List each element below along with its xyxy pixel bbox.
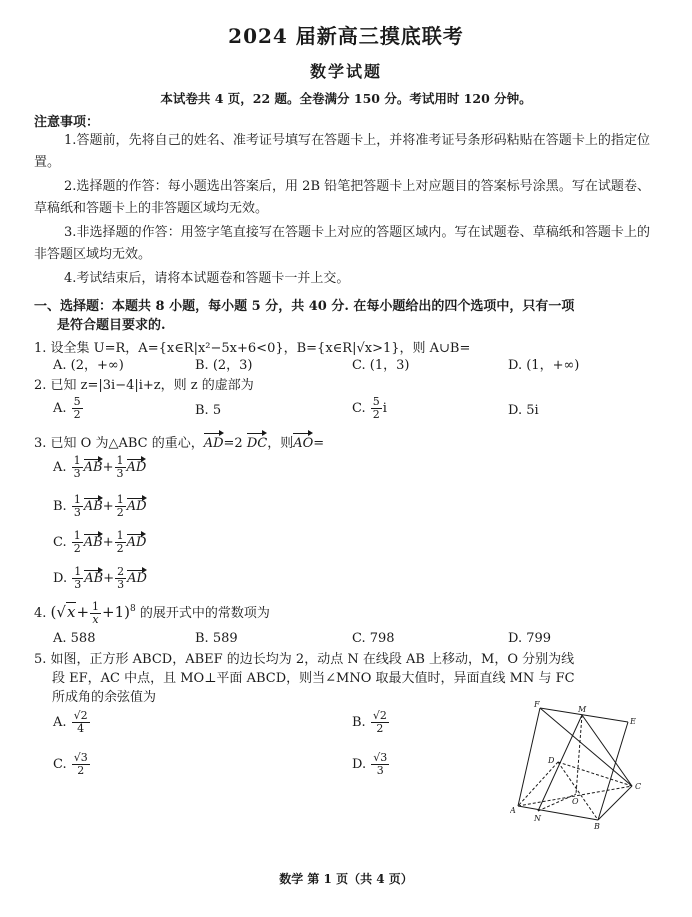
- q3-label-a: A.: [53, 460, 67, 475]
- q5-option-b: [352, 710, 390, 735]
- notice-item-3: 3.非选择题的作答：用签字笔直接写在答题卡上对应的答题区域内。写在试题卷、草稿纸和答题卡上的非答题区域均无效。: [34, 225, 650, 262]
- q2-label-d: D.: [508, 403, 523, 418]
- q5-b-denominator: 2: [376, 722, 384, 735]
- section-one-heading: [34, 297, 654, 335]
- q5-b-numerator: √2: [372, 709, 387, 722]
- q2-option-c: [352, 396, 387, 421]
- q3-label-c: C.: [53, 535, 67, 550]
- label-n: N: [534, 814, 541, 823]
- q3-vector-ao: AO: [293, 432, 313, 453]
- q2-label-b: B.: [195, 403, 209, 418]
- q3-b-plus: +: [102, 499, 114, 514]
- q2-a-numerator: 5: [73, 395, 81, 408]
- q3-a-num-2: 1: [116, 454, 124, 467]
- q1-option-c: C. (1，3): [352, 358, 410, 373]
- q4-sqrt: √x: [56, 603, 76, 621]
- q1-option-a: A. (2，+∞): [53, 358, 124, 373]
- label-o: O: [572, 797, 579, 806]
- q3-b-frac-2: [115, 494, 126, 519]
- q2-c-numerator: 5: [372, 395, 380, 408]
- q3-option-a: [53, 455, 146, 480]
- section-one-line-1: 一、选择题：本题共 8 小题，每小题 5 分，共 40 分. 在每小题给出的四个选项中，只有一项: [34, 299, 575, 314]
- q3-c-frac-1: [72, 530, 83, 555]
- q3-d-plus: +: [103, 571, 115, 586]
- q3-option-c: [53, 530, 146, 555]
- q2-d-value: 5i: [526, 403, 539, 418]
- q5-line-1: 5. 如图，正方形 ABCD，ABEF 的边长均为 2，动点 N 在线段 AB 上移动，M，O 分别为线: [34, 652, 575, 667]
- label-f: F: [534, 700, 540, 709]
- q3-b-den-2: 2: [116, 506, 124, 519]
- q3-vector-dc: DC: [247, 432, 267, 453]
- q3-a-den-2: 3: [116, 467, 124, 480]
- q3-option-b: [53, 494, 147, 519]
- q3-c-num-1: 1: [73, 529, 81, 542]
- q4-number: 4.: [34, 606, 47, 621]
- edge-no: [538, 794, 576, 811]
- exam-title: 2024 届新高三摸底联考: [228, 24, 464, 48]
- q5-b-fraction: [371, 710, 389, 735]
- q3-stem-pre: 3. 已知 O 为△ABC 的重心，: [34, 436, 204, 451]
- q3-stem-end: =: [313, 436, 325, 451]
- q3-vector-ad: AD: [204, 432, 224, 453]
- q3-b-num-2: 1: [116, 493, 124, 506]
- q2-c-denominator: 2: [372, 408, 380, 421]
- q4-option-a: A. 588: [53, 631, 96, 646]
- q2-a-denominator: 2: [73, 408, 81, 421]
- exam-subtitle: 数学试题: [309, 62, 382, 81]
- q3-c-num-2: 1: [116, 529, 124, 542]
- q3-a-num-1: 1: [73, 454, 81, 467]
- q4-stem: [34, 598, 654, 626]
- q3-label-b: B.: [53, 499, 67, 514]
- q3-c-frac-2: [115, 530, 126, 555]
- q2-a-fraction: [72, 396, 83, 421]
- q5-c-fraction: [72, 752, 90, 777]
- q5-option-a: [53, 710, 91, 735]
- label-b: B: [594, 822, 600, 830]
- q5-c-denominator: 2: [77, 764, 85, 777]
- edge-ab: [518, 806, 598, 820]
- q2-label-c: C.: [352, 401, 366, 416]
- page-footer: 数学 第 1 页（共 4 页）: [279, 872, 413, 886]
- section-one-line-2: 是符合题目要求的.: [57, 318, 166, 333]
- q4-stem-tail: 的展开式中的常数项为: [139, 606, 270, 621]
- q3-d-den-1: 3: [74, 578, 82, 591]
- q4-option-d: D. 799: [508, 631, 552, 646]
- q3-a-den-1: 3: [73, 467, 81, 480]
- q3-c-vector-ab: AB: [83, 535, 103, 550]
- q2-option-a: [53, 396, 84, 421]
- q5-label-c: C.: [53, 757, 67, 772]
- q3-b-vector-ab: AB: [83, 499, 103, 514]
- q5-a-denominator: 4: [77, 722, 85, 735]
- q3-stem-mid: ，则: [267, 436, 294, 451]
- q3-b-vector-ad: AD: [126, 499, 147, 514]
- edge-ad: [518, 762, 558, 806]
- q5-label-a: A.: [53, 715, 67, 730]
- q5-d-fraction: [371, 752, 389, 777]
- q3-a-plus: +: [102, 460, 114, 475]
- edge-fc: [540, 708, 632, 786]
- q1-option-b: B. (2，3): [195, 358, 253, 373]
- q5-d-denominator: 3: [376, 764, 384, 777]
- q3-d-frac-2: [115, 566, 126, 591]
- edge-fa: [518, 708, 540, 806]
- q3-c-den-1: 2: [73, 542, 81, 555]
- q3-stem: [34, 432, 654, 453]
- q5-geometry-figure: [510, 700, 650, 830]
- label-a: A: [510, 806, 516, 815]
- q3-label-d: D.: [53, 571, 68, 586]
- q3-stem-eq: =2: [223, 436, 243, 451]
- q3-c-vector-ad: AD: [126, 535, 147, 550]
- q5-option-c: [53, 752, 91, 777]
- q4-option-c: C. 798: [352, 631, 395, 646]
- q3-b-frac-1: [72, 494, 83, 519]
- q5-label-b: B.: [352, 715, 366, 730]
- q5-a-fraction: [72, 710, 90, 735]
- q3-b-den-1: 3: [73, 506, 81, 519]
- notice-item-1: 1.答题前，先将自己的姓名、准考证号填写在答题卡上，并将准考证号条形码粘贴在答题卡上的指定位置。: [34, 133, 650, 170]
- q3-a-frac-1: [72, 455, 83, 480]
- q2-option-d: [508, 403, 539, 419]
- q2-b-value: 5: [212, 403, 222, 418]
- label-e: E: [630, 717, 636, 726]
- q5-a-numerator: √2: [73, 709, 88, 722]
- notice-item-4: 4.考试结束后，请将本试题卷和答题卡一并上交。: [64, 271, 350, 286]
- q2-c-suffix: i: [382, 401, 387, 416]
- q3-b-num-1: 1: [73, 493, 81, 506]
- edge-dc: [558, 762, 632, 786]
- label-d: D: [548, 756, 555, 765]
- notice-heading: 注意事项：: [34, 115, 100, 130]
- q5-label-d: D.: [352, 757, 367, 772]
- q5-stem: [34, 650, 654, 707]
- q3-c-den-2: 2: [116, 542, 124, 555]
- q2-c-fraction: [371, 396, 382, 421]
- q3-d-frac-1: [72, 566, 83, 591]
- q2-stem: 2. 已知 z=|3i−4|i+z，则 z 的虚部为: [34, 378, 254, 393]
- q5-line-2: 段 EF，AC 中点，且 MO⊥平面 ABCD，则当∠MNO 取最大值时，异面直线 MN 与 FC: [52, 671, 575, 686]
- label-m: M: [578, 705, 587, 714]
- q3-d-den-2: 3: [117, 578, 125, 591]
- label-c: C: [635, 782, 642, 791]
- q1-option-d: D. (1，+∞): [508, 358, 580, 373]
- notice-item-2: 2.选择题的作答：每小题选出答案后，用 2B 铅笔把答题卡上对应题目的答案标号涂黑。写在试题卷、草稿纸和答题卡上的非答题区域均无效。: [34, 179, 650, 216]
- q4-expression: (√x+ $\frac{1}{x}$ +1)$^8$: [50, 599, 136, 626]
- q5-c-numerator: √3: [73, 751, 88, 764]
- q2-option-b: [195, 403, 221, 419]
- q3-a-vector-ad: AD: [126, 460, 147, 475]
- q4-option-b: B. 589: [195, 631, 238, 646]
- q5-d-numerator: √3: [373, 751, 388, 764]
- q3-a-frac-2: [115, 455, 126, 480]
- q3-a-vector-ab: AB: [83, 460, 103, 475]
- q3-option-d: [53, 566, 147, 591]
- q1-stem: 1. 设全集 U=R，A={x∈R|x²−5x+6<0}，B={x∈R|√x>1}，则 A∪B=: [34, 341, 471, 356]
- q3-d-num-2: 2: [117, 565, 125, 578]
- q3-d-vector-ab: AB: [84, 571, 104, 586]
- exam-info: 本试卷共 4 页，22 题。全卷满分 150 分。考试用时 120 分钟。: [160, 91, 532, 106]
- q3-c-plus: +: [102, 535, 114, 550]
- q5-line-3: 所成角的余弦值为: [52, 690, 157, 705]
- q5-option-d: [352, 752, 390, 777]
- q3-d-vector-ad: AD: [127, 571, 147, 586]
- q3-d-num-1: 1: [74, 565, 82, 578]
- q2-label-a: A.: [53, 401, 67, 416]
